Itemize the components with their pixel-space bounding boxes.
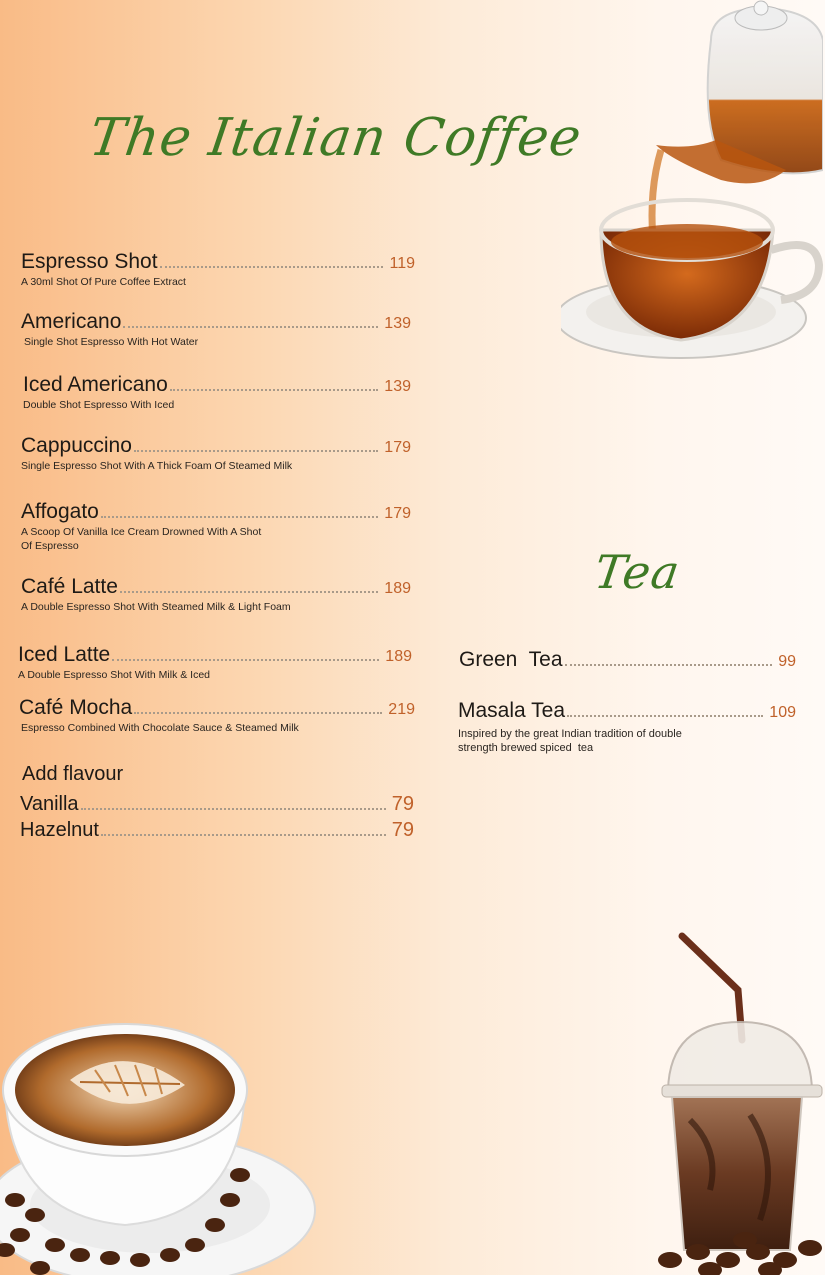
item-name: Green Tea — [459, 648, 563, 671]
item-description-line: strength brewed spiced tea — [458, 742, 594, 755]
menu-item-espresso-shot — [21, 250, 415, 290]
item-price: 79 — [391, 819, 414, 841]
menu-item-cappuccino — [21, 434, 411, 474]
dot-leader — [101, 515, 378, 518]
item-price: 109 — [769, 704, 796, 721]
dot-leader — [170, 388, 379, 391]
item-name: Iced Americano — [23, 373, 168, 396]
item-description-line: A Scoop Of Vanilla Ice Cream Drowned With A Shot — [21, 526, 262, 538]
item-description: Espresso Combined With Chocolate Sauce & Steamed Milk — [21, 722, 299, 734]
item-price: 219 — [388, 701, 415, 718]
dot-leader — [123, 325, 378, 328]
dot-leader — [112, 658, 379, 661]
item-description: Double Shot Espresso With Iced — [23, 399, 175, 411]
dot-leader — [120, 590, 378, 593]
item-name: Café Mocha — [19, 696, 133, 719]
item-name: Iced Latte — [18, 643, 111, 666]
tea-item-green-tea — [459, 648, 796, 672]
item-description: A 30ml Shot Of Pure Coffee Extract — [21, 276, 186, 288]
item-name: Café Latte — [21, 575, 118, 598]
menu-item-cafe-mocha — [19, 696, 415, 736]
item-name: Americano — [21, 310, 122, 333]
item-price: 139 — [384, 315, 411, 332]
flavour-item-hazelnut — [20, 819, 414, 842]
item-name: Cappuccino — [21, 434, 132, 457]
item-price: 189 — [385, 648, 412, 665]
item-price: 179 — [384, 505, 411, 522]
item-description: Single Shot Espresso With Hot Water — [24, 336, 199, 348]
dot-leader — [101, 833, 386, 836]
item-price: 79 — [391, 793, 414, 815]
dot-leader — [565, 663, 773, 666]
item-description: A Double Espresso Shot With Milk & Iced — [18, 669, 210, 681]
dot-leader — [160, 265, 384, 268]
dot-leader — [134, 711, 382, 714]
item-price: 99 — [778, 653, 796, 670]
dot-leader — [81, 807, 386, 810]
menu-item-americano — [21, 310, 411, 350]
menu-title: The Italian Coffee — [85, 108, 586, 168]
item-description: A Double Espresso Shot With Steamed Milk & Light Foam — [21, 601, 291, 613]
flavour-item-vanilla — [20, 793, 414, 816]
flavour-heading: Add flavour — [22, 763, 124, 785]
menu-item-cafe-latte — [21, 575, 411, 615]
item-description: Single Espresso Shot With A Thick Foam Of Steamed Milk — [21, 460, 293, 472]
item-name: Affogato — [21, 500, 99, 523]
tea-item-masala-tea — [458, 699, 796, 756]
item-name: Espresso Shot — [21, 250, 158, 273]
item-name: Hazelnut — [20, 819, 99, 841]
menu-item-affogato — [21, 500, 411, 553]
latte-art-cup-icon — [0, 1010, 330, 1275]
item-name: Vanilla — [20, 793, 79, 815]
item-price: 179 — [384, 439, 411, 456]
item-description-line: Inspired by the great Indian tradition of double — [458, 728, 682, 740]
menu-item-iced-latte — [18, 643, 412, 683]
item-description-line: Of Espresso — [21, 539, 79, 552]
item-price: 189 — [384, 580, 411, 597]
item-price: 119 — [389, 255, 415, 272]
dot-leader — [134, 449, 378, 452]
iced-mocha-icon — [650, 930, 825, 1275]
teacup-pouring-icon — [561, 0, 823, 362]
item-price: 139 — [384, 378, 411, 395]
menu-item-iced-americano — [23, 373, 411, 413]
item-name: Masala Tea — [458, 699, 566, 722]
tea-title: Tea — [591, 545, 684, 599]
dot-leader — [567, 714, 763, 717]
